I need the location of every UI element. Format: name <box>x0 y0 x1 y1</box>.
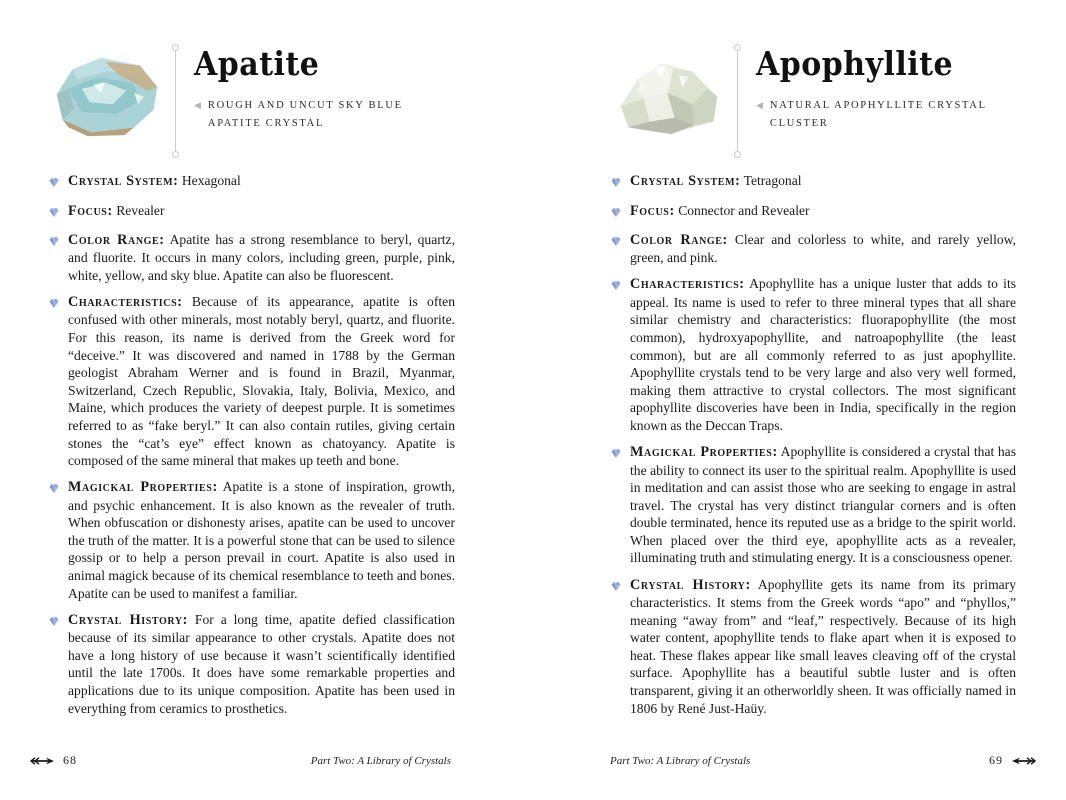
section-label: Color Range: <box>68 232 165 248</box>
caption-arrow-icon: ◀ <box>756 100 763 110</box>
photo-caption <box>756 97 1016 134</box>
section-body: Apatite has a strong resemblance to beryl, quartz, and fluorite. It occurs in many colors, including green, purple, pink, white, yellow, and sky blue. Apatite can also be fluorescent. <box>68 232 455 283</box>
divider-top-ring <box>734 44 741 51</box>
gem-bullet-icon <box>48 202 68 223</box>
gem-bullet-icon <box>610 576 630 718</box>
section-body: Apatite is a stone of inspiration, growth, and psychic enhancement. It is also known as the revealer of truth. When obfuscation or dishonesty arises, apatite can be used to uncover the truth of the matter. It is a powerful stone that can be used to silence gossip or to help a person prevail in court. Apatite is also used in animal magick because of its chemical resemblance to teeth and bones. Apatite can be used to manifest a familiar. <box>68 479 455 601</box>
section-label: Characteristics: <box>630 276 745 293</box>
apatite-crystal-illustration <box>49 50 165 142</box>
gem-bullet-icon <box>610 172 630 193</box>
running-title: Part Two: A Library of Crystals <box>610 754 751 767</box>
gem-bullet-icon <box>610 202 630 223</box>
section-crystal-system <box>48 172 455 193</box>
caption-line: CLUSTER <box>769 118 829 130</box>
page-number: 69 <box>989 753 1003 767</box>
section-label: Focus: <box>68 202 113 219</box>
section-body: Apophyllite gets its name from its primary characteristics. It stems from the Greek words “apo” and “phyllos,” meaning “away from” and “leaf,” respectively. Because of its high water content, apophyllite tends to flake apart when it is exposed to heat. These flakes appear like small leaves cleaving off of the crystal surface. Apophyllite has a beautiful subtle luster and is often transparent, giving it an otherworldly sheen. It was officially named in 1806 by René Just-Haüy. <box>630 576 1016 716</box>
caption-line: NATURAL APOPHYLLITE CRYSTAL <box>769 100 987 111</box>
section-color-range <box>610 231 1016 267</box>
header-divider <box>166 42 184 160</box>
page-right-apophyllite <box>533 0 1066 800</box>
gem-bullet-icon <box>48 293 68 470</box>
apatite-photo <box>48 42 166 160</box>
entry-sections <box>48 172 455 717</box>
divider-bottom-ring <box>734 151 741 158</box>
divider-bottom-ring <box>172 151 179 158</box>
section-label: Color Range: <box>630 232 728 248</box>
running-title: Part Two: A Library of Crystals <box>310 754 451 767</box>
section-crystal-history <box>48 611 455 717</box>
section-label: Crystal History: <box>630 576 751 593</box>
gem-bullet-icon <box>610 231 630 267</box>
section-label: Crystal System: <box>68 173 179 189</box>
section-label: Focus: <box>630 202 675 219</box>
gem-bullet-icon <box>48 231 68 285</box>
section-label: Magickal Properties: <box>68 479 218 496</box>
apophyllite-photo <box>610 42 728 160</box>
section-body: Hexagonal <box>181 173 241 188</box>
section-characteristics <box>610 275 1016 434</box>
section-body: Apophyllite is considered a crystal that has the ability to connect its user to the spiritual realm. Apophyllite is used in meditation and can assist those who are seeking to engage in astral travel. The crystal has very distinct triangular corners and is often double terminated, hence its reputed use as a bridge to the spirit world. When placed over the third eye, apophyllite acts as a revealer, illuminating truth and stimulating energy. It is a consciousness opener. <box>630 444 1016 566</box>
entry-header-apatite <box>48 42 455 160</box>
caption-line: APATITE CRYSTAL <box>207 118 325 130</box>
arrow-right-icon <box>1011 756 1036 766</box>
gem-bullet-icon <box>610 443 630 567</box>
section-magickal-properties <box>610 443 1016 567</box>
section-label: Crystal System: <box>630 173 741 189</box>
section-label: Magickal Properties: <box>630 444 778 461</box>
page-number: 68 <box>63 753 77 767</box>
entry-sections <box>610 172 1016 717</box>
divider-top-ring <box>172 44 179 51</box>
caption-arrow-icon: ◀ <box>194 100 201 110</box>
entry-title: Apatite <box>194 46 320 84</box>
arrow-left-icon <box>30 756 55 766</box>
section-focus <box>48 202 455 223</box>
section-crystal-system <box>610 172 1016 193</box>
section-body: For a long time, apatite defied classification because of its similar appearance to other crystals. Apatite does not have a long history of use because it wasn’t scientifically identified until the late 1700s. It does have some remarkable properties and applications due to its unique composition. Apatite has been used in everything from ceramics to prosthetics. <box>68 611 455 716</box>
header-divider <box>728 42 746 160</box>
section-body: Revealer <box>116 202 165 218</box>
gem-bullet-icon <box>48 172 68 193</box>
apophyllite-crystal-illustration <box>611 50 727 142</box>
section-characteristics <box>48 293 455 470</box>
section-color-range <box>48 231 455 285</box>
gem-bullet-icon <box>48 611 68 717</box>
section-body: Connector and Revealer <box>678 202 810 218</box>
caption-line: ROUGH AND UNCUT SKY BLUE <box>207 100 403 111</box>
section-body: Apophyllite has a unique luster that adds to its appeal. Its name is used to refer to three mineral types that all share similar chemistry and characteristics: fluorapophyllite (the most common), hydroxyapophyllite, and natroapophyllite (the least common), but are all commonly referred to as just apophyllite. Apophyllite crystals tend to be very large and also very well formed, making them attractive to crystal collectors. The most significant apophyllite discoveries have been in India, specifically in the region known as the Deccan Traps. <box>630 276 1017 434</box>
section-body: Tetragonal <box>743 173 802 188</box>
right-page-footer <box>533 753 1066 768</box>
section-body: Because of its appearance, apatite is often confused with other minerals, most notably beryl, quartz, and fluorite. For this reason, its name is derived from the Greek word for “deceive.” It was discovered and named in 1788 by the German geologist Abraham Werner and is found in Brazil, Myanmar, Switzerland, Czech Republic, Slovakia, Italy, Bolivia, Mexico, and Maine, which produces the variety of deepest purple. It is sometimes referred to as “fake beryl.” It can also contain rutiles, giving certain stones the “cat’s eye” effect known as chatoyancy. Apatite is composed of the same mineral that makes up teeth and bone. <box>68 294 455 469</box>
section-magickal-properties <box>48 478 455 602</box>
entry-header-apophyllite <box>610 42 1016 160</box>
photo-caption <box>194 97 455 134</box>
section-body: Clear and colorless to white, and rarely yellow, green, and pink. <box>630 232 1016 266</box>
section-label: Crystal History: <box>68 611 188 628</box>
section-focus <box>610 202 1016 223</box>
left-page-footer <box>0 753 533 768</box>
section-crystal-history <box>610 576 1016 718</box>
gem-bullet-icon <box>610 275 630 434</box>
entry-title: Apophyllite <box>756 46 954 84</box>
gem-bullet-icon <box>48 478 68 602</box>
section-label: Characteristics: <box>68 294 183 311</box>
